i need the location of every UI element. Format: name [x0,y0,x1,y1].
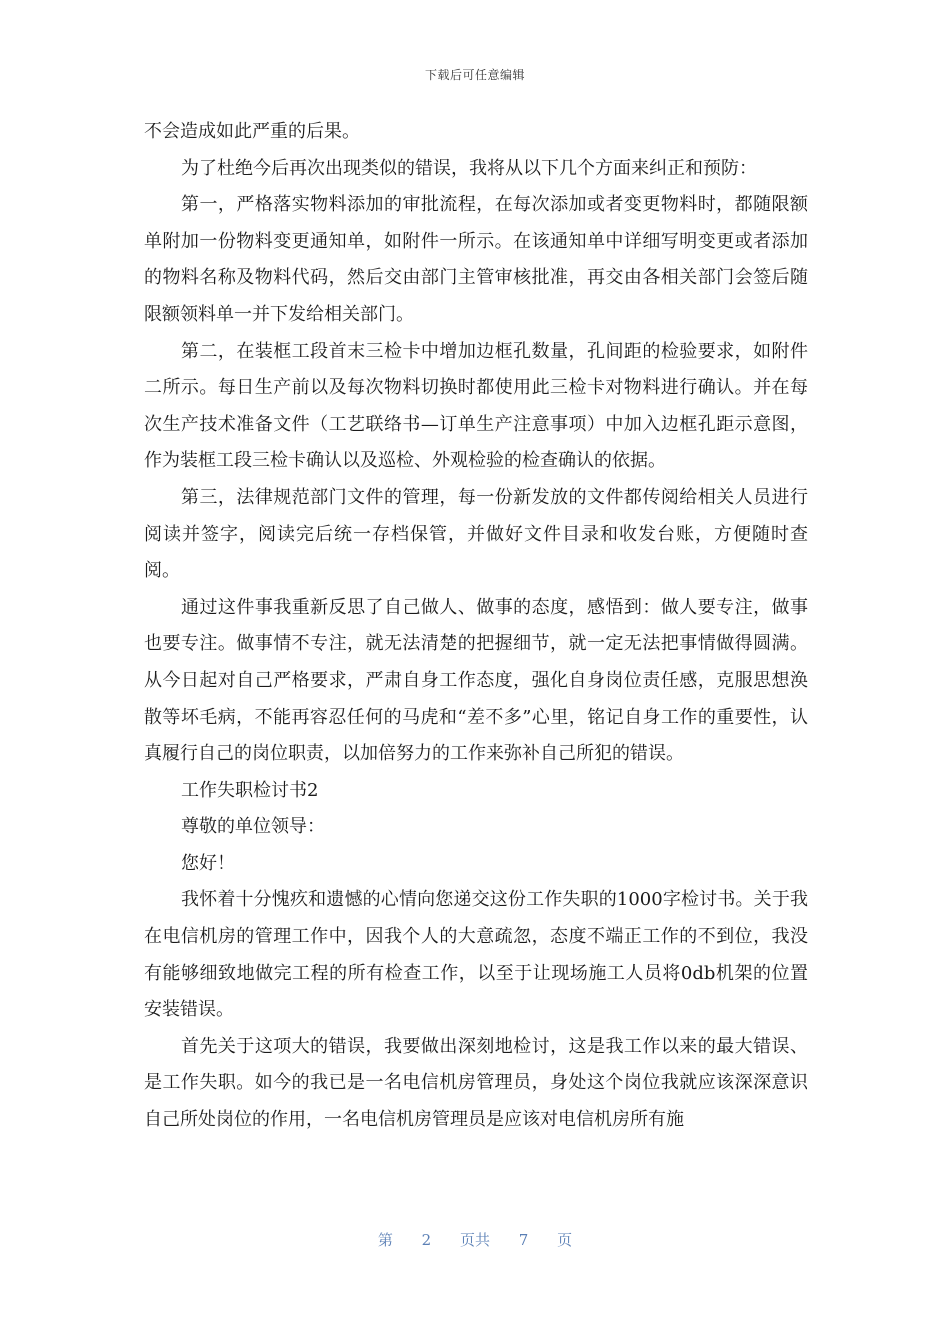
salutation: 尊敬的单位领导： [181,816,325,838]
paragraph: 通过这件事我重新反思了自己做人、做事的态度，感悟到：做人要专注，做事也要专注。做事情不专注，就无法清楚的把握细节，就一定无法把事情做得圆满。从今日起对自己严格要求，严肃自身工作态度，强化自身岗位责任感，克服思想涣散等坏毛病，不能再容忍任何的马虎和“差不多”心里，铭记自身工作的重要性，认真履行自己的岗位职责，以加倍努力的工作来弥补自己所犯的错误。 [144,596,808,765]
document-body [144,114,808,1139]
paragraph: 首先关于这项大的错误，我要做出深刻地检讨，这是我工作以来的最大错误、是工作失职。如今的我已是一名电信机房管理员，身处这个岗位我就应该深深意识自己所处岗位的作用，一名电信机房管理员是应该对电信机房所有施 [144,1035,808,1131]
section-title: 工作失职检讨书2 [181,779,319,801]
greeting: 您好！ [181,852,235,874]
paragraph: 不会造成如此严重的后果。 [144,121,360,142]
footer-label-ye: 页 [557,1231,573,1249]
page-header: 下载后可任意编辑 [424,68,525,82]
footer-page-current: 2 [421,1231,432,1249]
footer-page-total: 7 [518,1231,529,1249]
paragraph: 第一，严格落实物料添加的审批流程，在每次添加或者变更物料时，都随限额单附加一份物料变更通知单，如附件一所示。在该通知单中详细写明变更或者添加的物料名称及物料代码，然后交由部门主管审核批准，再交由各相关部门会签后随限额领料单一并下发给相关部门。 [144,194,808,325]
paragraph: 我怀着十分愧疚和遗憾的心情向您递交这份工作失职的1000字检讨书。关于我在电信机房的管理工作中，因我个人的大意疏忽，态度不端正工作的不到位，我没有能够细致地做完工程的所有检查工作，以至于让现场施工人员将0db机架的位置安装错误。 [144,889,808,1021]
footer-label-di: 第 [377,1231,393,1249]
paragraph: 第二，在装框工段首末三检卡中增加边框孔数量，孔间距的检验要求，如附件二所示。每日生产前以及每次物料切换时都使用此三检卡对物料进行确认。并在每次生产技术准备文件（工艺联络书—订单生产注意事项）中加入边框孔距示意图，作为装框工段三检卡确认以及巡检、外观检验的检查确认的依据。 [144,340,808,472]
page-footer [0,1229,950,1250]
paragraph: 为了杜绝今后再次出现类似的错误，我将从以下几个方面来纠正和预防： [181,157,757,179]
footer-label-ye-gong: 页共 [459,1231,490,1249]
paragraph: 第三，法律规范部门文件的管理，每一份新发放的文件都传阅给相关人员进行阅读并签字，阅读完后统一存档保管，并做好文件目录和收发台账，方便随时查阅。 [144,486,808,582]
